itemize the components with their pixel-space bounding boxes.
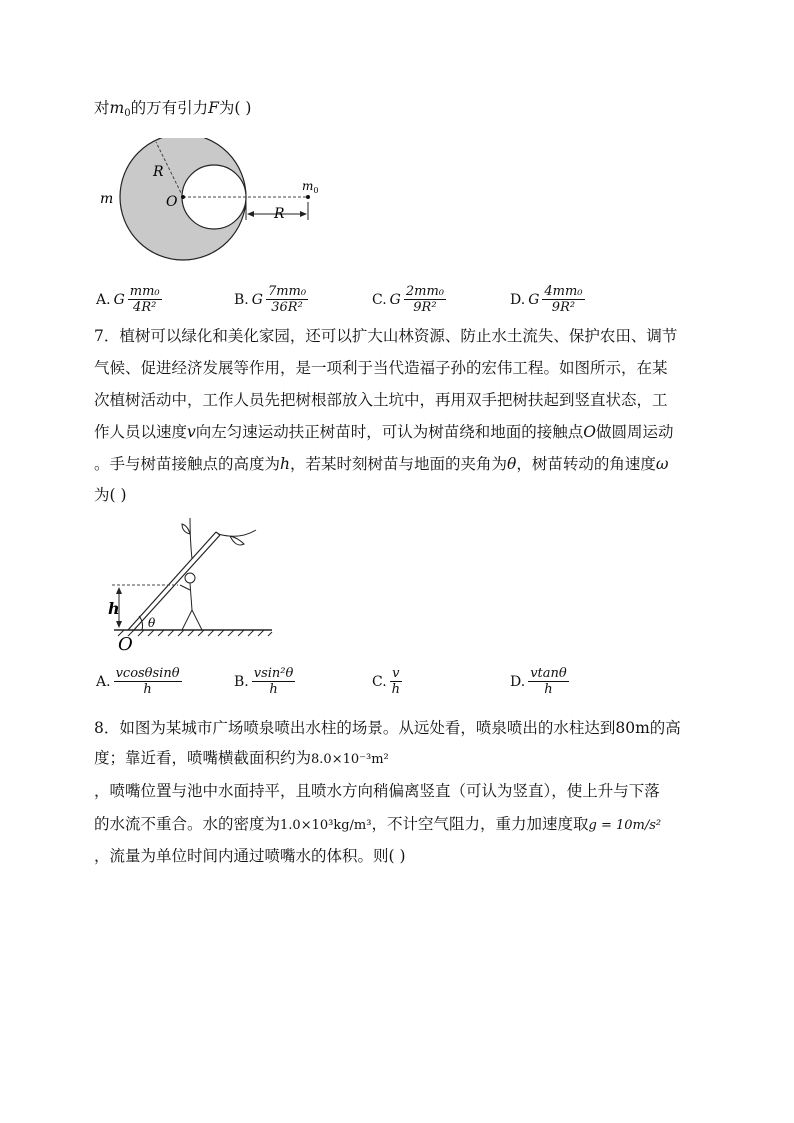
q7-option-a[interactable]: A. $\frac{vcos\theta\sin\theta}{h}$ — [96, 666, 180, 697]
leaf-2 — [230, 536, 244, 545]
branch-1 — [190, 518, 192, 559]
q7-line-1: 7．植树可以绿化和美化家园，还可以扩大山林资源、防止水土流失、保护农田、调节 — [94, 327, 678, 345]
q8-line-5: ，流量为单位时间内通过喷嘴水的体积。则( ) — [94, 847, 406, 865]
center-point — [181, 195, 185, 199]
q7-line-6: 为( ) — [94, 486, 127, 504]
q6-option-c[interactable]: C. G $\frac{\text{2mm₀}}{\text{9R²}}$ — [372, 284, 444, 315]
q8-line-1: 8．如图为某城市广场喷泉喷出水柱的场景。从远处看，喷泉喷出的水柱达到80m的高 — [94, 719, 681, 737]
q8-line-4: 的水流不重合。水的密度为1.0×10³kg/m³，不计空气阻力，重力加速度取g = 10m/s² — [94, 815, 662, 833]
label-h: h — [108, 599, 120, 618]
tree-trunk-left — [128, 532, 216, 630]
leaf-1 — [182, 524, 190, 534]
person-body — [190, 583, 192, 610]
label-R: R — [153, 164, 164, 180]
q7-option-d[interactable]: D. $\frac{vtan\theta}{h}$ — [510, 666, 567, 697]
q7-line-4: 作人员以速度v向左匀速运动扶正树苗时，可认为树苗绕和地面的接触点O做圆周运动 — [94, 423, 674, 441]
q8-line-3: ，喷嘴位置与池中水面持平，且喷水方向稍偏离竖直（可认为竖直），使上升与下落 — [94, 782, 660, 800]
label-R-distance: R — [274, 206, 285, 222]
label-O: O — [166, 194, 178, 210]
label-O: O — [118, 634, 133, 655]
q7-line-3: 次植树活动中，工作人员先把树根部放入土坑中，再用双手把树扶起到竖直状态，工 — [94, 391, 668, 409]
q8-line-2: 度；靠近看，喷嘴横截面积约为8.0×10⁻³m² — [94, 749, 389, 767]
ground-hatch — [118, 630, 272, 636]
q7-line-2: 气候、促进经济发展等作用，是一项利于当代造福子孙的宏伟工程。如图所示，在某 — [94, 359, 668, 377]
q7-option-b[interactable]: B. $\frac{\text{vsin²θ}}{h}$ — [234, 666, 294, 697]
q7-figure — [104, 510, 280, 656]
q6-stem: 对$m_0$的万有引力F为( ) — [94, 99, 252, 119]
branch-2 — [218, 530, 256, 536]
tree-trunk-right — [133, 535, 220, 631]
label-theta: θ — [148, 616, 156, 630]
q6-option-a[interactable]: A. G $\frac{\text{mm₀}}{\text{4R²}}$ — [96, 284, 160, 315]
person-head — [185, 573, 195, 583]
q6-figure — [96, 138, 336, 270]
q6-option-d[interactable]: D. G $\frac{\text{4mm₀}}{\text{9R²}}$ — [510, 284, 583, 315]
m0-point — [306, 195, 310, 199]
q6-option-b[interactable]: B. G $\frac{\text{7mm₀}}{\text{36R²}}$ — [234, 284, 307, 315]
person-arm — [180, 585, 190, 590]
label-m0: $m_0$ — [302, 179, 319, 195]
label-m: m — [100, 191, 114, 207]
q7-option-c[interactable]: C. $\frac{v}{h}$ — [372, 666, 401, 697]
q7-line-5: 。手与树苗接触点的高度为h，若某时刻树苗与地面的夹角为θ，树苗转动的角速度ω — [94, 455, 669, 473]
